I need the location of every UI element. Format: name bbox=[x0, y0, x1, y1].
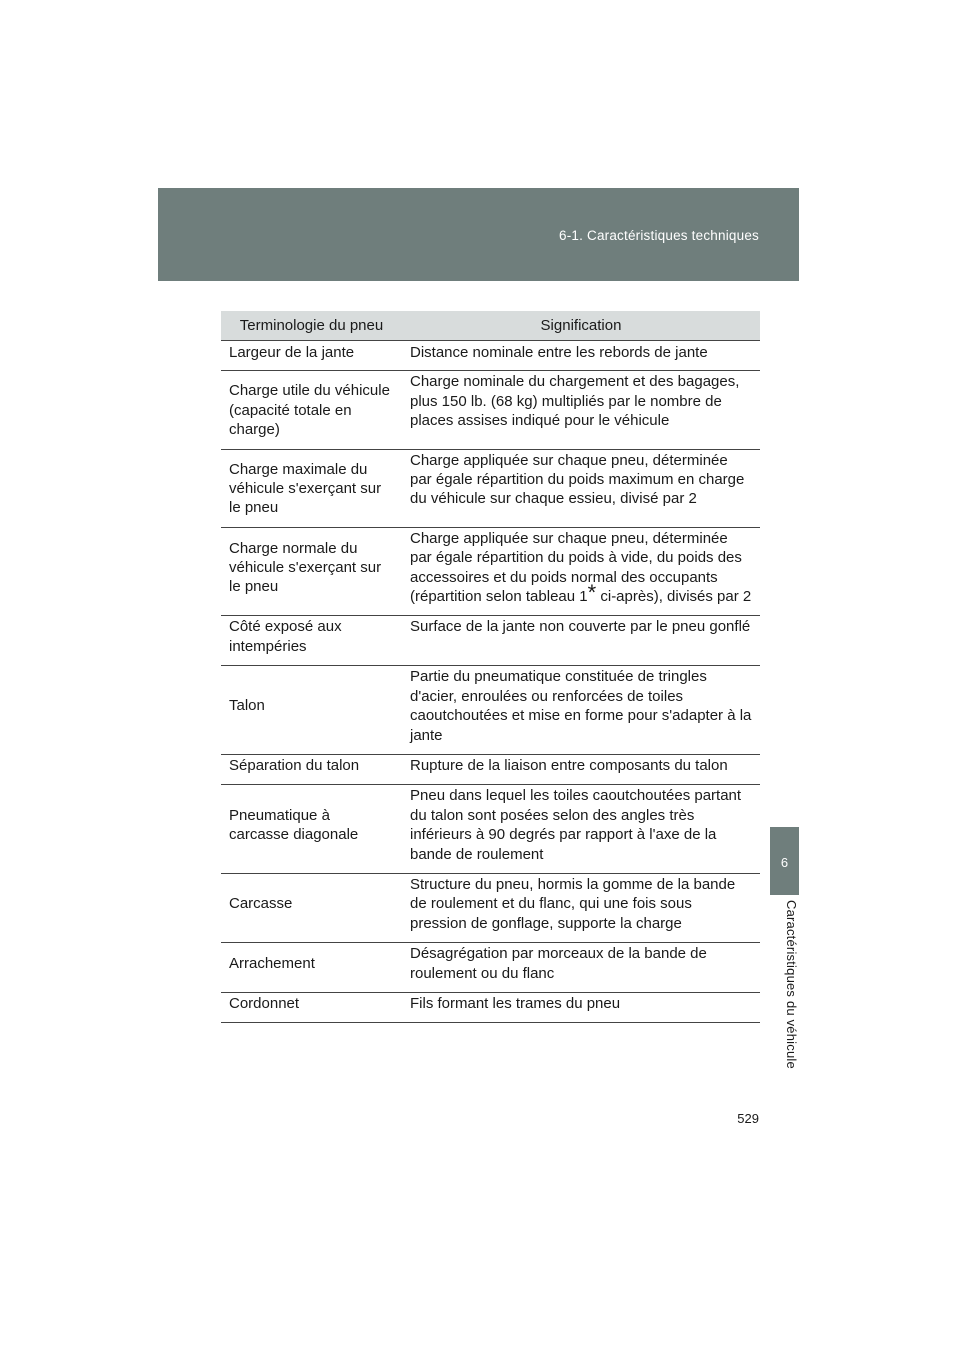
table-row bbox=[221, 754, 760, 784]
tire-terminology-table bbox=[221, 311, 760, 1023]
table-row bbox=[221, 992, 760, 1022]
term-cell: Carcasse bbox=[221, 873, 402, 942]
chapter-number: 6 bbox=[780, 855, 789, 870]
term-cell: Charge maximale du véhicule s'exerçant sur le pneu bbox=[221, 449, 402, 527]
table-row bbox=[221, 943, 760, 993]
header-band bbox=[158, 188, 799, 281]
table-row bbox=[221, 873, 760, 942]
table-row bbox=[221, 785, 760, 874]
column-header-meaning: Signification bbox=[402, 311, 760, 341]
meaning-cell: Structure du pneu, hormis la gomme de la bande de roulement et du flanc, qui une fois sous pression de gonflage, supporte la charge bbox=[402, 873, 760, 942]
chapter-label: Caractéristiques du véhicule bbox=[784, 900, 799, 1069]
page-number: 529 bbox=[737, 1111, 759, 1126]
table-row bbox=[221, 341, 760, 371]
meaning-cell: Désagrégation par morceaux de la bande de roulement ou du flanc bbox=[402, 943, 760, 993]
meaning-cell: Surface de la jante non couverte par le pneu gonflé bbox=[402, 616, 760, 666]
term-cell: Séparation du talon bbox=[221, 754, 402, 784]
meaning-cell: Partie du pneumatique constituée de tringles d'acier, enroulées ou renforcées de toiles caoutchoutées et mise en forme pour s'adapter à la jante bbox=[402, 666, 760, 755]
term-cell: Charge normale du véhicule s'exerçant sur le pneu bbox=[221, 527, 402, 616]
meaning-cell bbox=[402, 527, 760, 616]
table-row bbox=[221, 527, 760, 616]
section-title: 6-1. Caractéristiques techniques bbox=[558, 228, 759, 243]
table-row bbox=[221, 449, 760, 527]
table-header-row bbox=[221, 311, 760, 341]
meaning-cell: Charge appliquée sur chaque pneu, déterminée par égale répartition du poids maximum en charge du véhicule sur chaque essieu, divisé par 2 bbox=[402, 449, 760, 527]
meaning-cell: Charge nominale du chargement et des bagages, plus 150 lb. (68 kg) multipliés par le nombre de places assises indiqué pour le véhicule bbox=[402, 371, 760, 449]
term-cell: Cordonnet bbox=[221, 992, 402, 1022]
term-cell: Talon bbox=[221, 666, 402, 755]
meaning-cell: Rupture de la liaison entre composants du talon bbox=[402, 754, 760, 784]
term-cell: Largeur de la jante bbox=[221, 341, 402, 371]
term-cell: Côté exposé aux intempéries bbox=[221, 616, 402, 666]
meaning-cell: Fils formant les trames du pneu bbox=[402, 992, 760, 1022]
term-cell: Pneumatique à carcasse diagonale bbox=[221, 785, 402, 874]
meaning-cell: Pneu dans lequel les toiles caoutchoutées partant du talon sont posées selon des angles très inférieurs à 90 degrés par rapport à l'axe de la bande de roulement bbox=[402, 785, 760, 874]
term-cell: Arrachement bbox=[221, 943, 402, 993]
table-row bbox=[221, 371, 760, 449]
meaning-cell: Distance nominale entre les rebords de jante bbox=[402, 341, 760, 371]
footnote-mark: * bbox=[587, 580, 597, 606]
chapter-tab bbox=[770, 827, 799, 895]
table-row bbox=[221, 616, 760, 666]
table-row bbox=[221, 666, 760, 755]
term-cell: Charge utile du véhicule (capacité totale en charge) bbox=[221, 371, 402, 449]
column-header-term: Terminologie du pneu bbox=[221, 311, 402, 341]
meaning-text: ci-après), divisés par 2 bbox=[596, 588, 752, 606]
meaning-text: Charge appliquée sur chaque pneu, déterminée par égale répartition du poids à vide, du poids des accessoires et du poids normal des occupants (répartition selon tableau 1 bbox=[410, 529, 742, 606]
